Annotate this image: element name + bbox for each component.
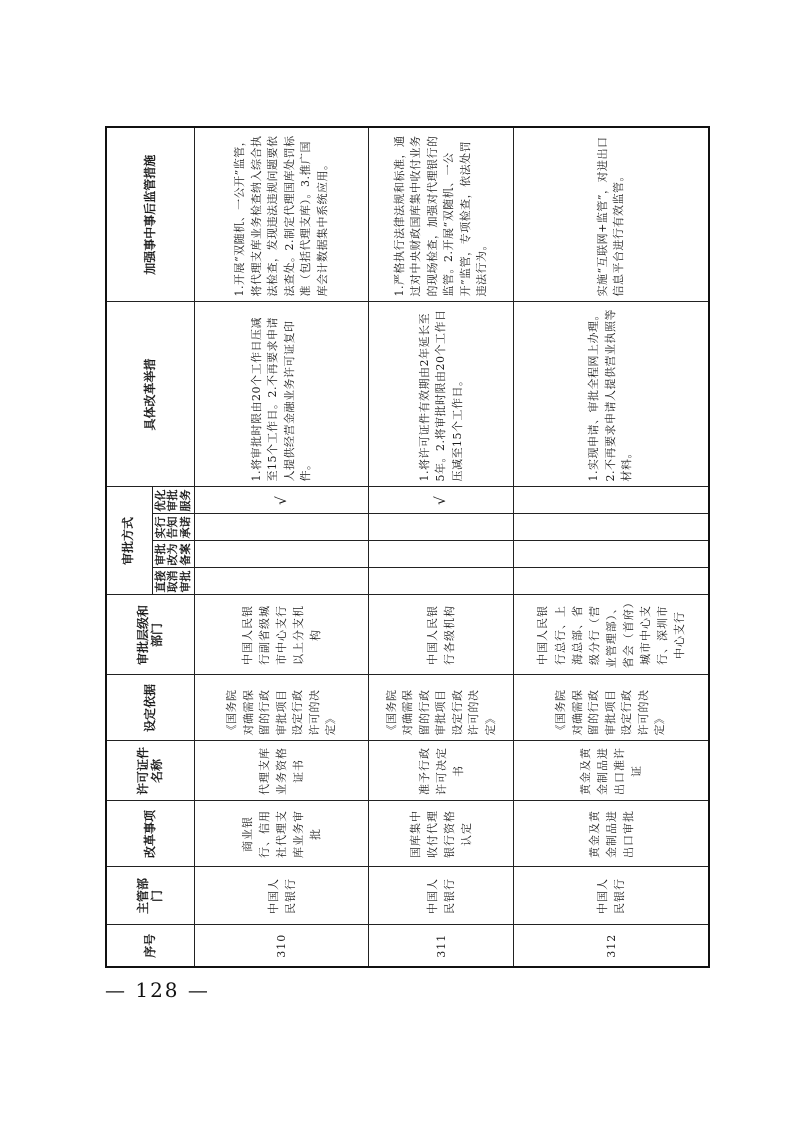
cell-cancel xyxy=(514,568,709,595)
header-level: 审批层级和部门 xyxy=(106,595,195,675)
cell-cancel xyxy=(369,568,514,595)
header-seq: 序号 xyxy=(106,925,195,967)
cell-notify xyxy=(514,514,709,541)
cell-optimize: √ xyxy=(195,487,369,514)
cell-license: 准予行政许可决定书 xyxy=(369,741,514,801)
header-mode-notify: 实行告知承诺 xyxy=(152,514,195,541)
cell-dept: 中国人民银行 xyxy=(369,867,514,925)
header-measures: 具体改革举措 xyxy=(106,302,195,487)
cell-basis: 《国务院对确需保留的行政审批项目设定行政许可的决定》 xyxy=(195,675,369,741)
cell-measures: 1.将审批时限由20个工作日压减至15个工作日。2.不再要求申请人提供经营金融业务许可证复印件。 xyxy=(195,302,369,487)
header-supervision: 加强事中事后监管措施 xyxy=(106,127,195,302)
header-mode: 审批方式 xyxy=(106,487,152,595)
header-row xyxy=(106,127,152,967)
table-row xyxy=(195,127,369,967)
cell-optimize: √ xyxy=(369,487,514,514)
cell-dept: 中国人民银行 xyxy=(514,867,709,925)
cell-license: 黄金及黄金制品进出口准许证 xyxy=(514,741,709,801)
header-license: 许可证件名称 xyxy=(106,741,195,801)
cell-measures: 1.将许可证件有效期由2年延长至5年。2.将审批时限由20个工作日压减至15个工作日。 xyxy=(369,302,514,487)
header-item: 改革事项 xyxy=(106,801,195,867)
cell-optimize xyxy=(514,487,709,514)
header-mode-optimize: 优化审批服务 xyxy=(152,487,195,514)
rotated-table-container xyxy=(105,128,689,968)
cell-seq: 311 xyxy=(369,925,514,967)
cell-notify xyxy=(369,514,514,541)
cell-filing xyxy=(369,541,514,568)
cell-basis: 《国务院对确需保留的行政审批项目设定行政许可的决定》 xyxy=(514,675,709,741)
header-dept: 主管部门 xyxy=(106,867,195,925)
cell-cancel xyxy=(195,568,369,595)
cell-license: 代理支库业务资格证书 xyxy=(195,741,369,801)
cell-filing xyxy=(514,541,709,568)
cell-level: 中国人民银行各级机构 xyxy=(369,595,514,675)
page-number: — 128 — xyxy=(105,978,210,1002)
cell-item: 国库集中收付代理银行资格认定 xyxy=(369,801,514,867)
cell-supervision: 1.严格执行法律法规和标准，通过对中央财政国库集中收付业务的现场检查，加强对代理银行的监管。2.开展“双随机、一公开”监管，专项检查，依法处罚违法行为。 xyxy=(369,127,514,302)
cell-level: 中国人民银行总行、上海总部、省级分行（营业管理部）、省会（首府）城市中心支行、深圳市中心支行 xyxy=(514,595,709,675)
cell-seq: 312 xyxy=(514,925,709,967)
cell-seq: 310 xyxy=(195,925,369,967)
cell-item: 商业银行、信用社代理支库业务审批 xyxy=(195,801,369,867)
cell-item: 黄金及黄金制品进出口审批 xyxy=(514,801,709,867)
cell-notify xyxy=(195,514,369,541)
header-mode-cancel: 直接取消审批 xyxy=(152,568,195,595)
cell-supervision: 实施“互联网+监管”，对进出口信息平台进行有效监管。 xyxy=(514,127,709,302)
cell-dept: 中国人民银行 xyxy=(195,867,369,925)
reform-items-table xyxy=(105,126,710,968)
cell-measures: 1.实现申请、审批全程网上办理。2.不再要求申请人提供营业执照等材料。 xyxy=(514,302,709,487)
cell-supervision: 1.开展“双随机、一公开”监管，将代理支库业务检查纳入综合执法检查，发现违法违规问题要依法查处。2.制定代理国库处罚标准（包括代理支库）。3.推广国库会计数据集中系统应用。 xyxy=(195,127,369,302)
table-row xyxy=(514,127,709,967)
cell-filing xyxy=(195,541,369,568)
header-basis: 设定依据 xyxy=(106,675,195,741)
table-row xyxy=(369,127,514,967)
header-mode-filing: 审批改为备案 xyxy=(152,541,195,568)
cell-basis: 《国务院对确需保留的行政审批项目设定行政许可的决定》 xyxy=(369,675,514,741)
cell-level: 中国人民银行副省级城市中心支行以上分支机构 xyxy=(195,595,369,675)
